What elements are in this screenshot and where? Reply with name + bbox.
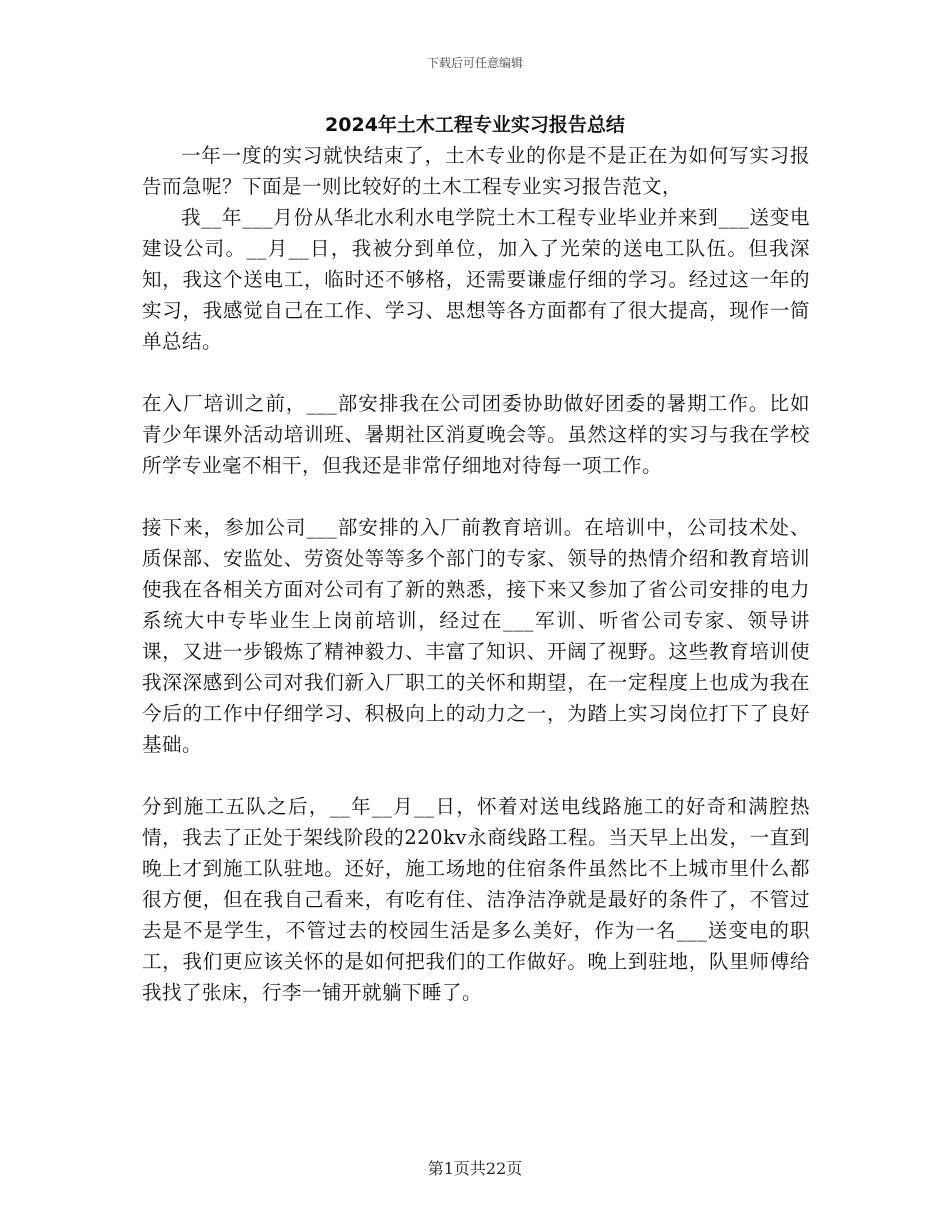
page-number: 第1页共22页 [427, 1159, 523, 1178]
paragraph-field-assignment: 分到施工五队之后，__年__月__日，怀着对送电线路施工的好奇和满腔热情，我去了正处于架线阶段的220kv永商线路工程。当天早上出发，一直到晚上才到施工队驻地。还好，施工场地的住宿条件虽然比不上城市里什么都很方便，但在我自己看来，有吃有住、洁净洁净就是最好的条件了，不管过去是不是学生，不管过去的校园生活是多么美好，作为一名___送变电的职工，我们更应该关怀的是如何把我们的工作做好。晚上到驻地，队里师傅给我找了张床，行李一铺开就躺下睡了。 [142, 795, 810, 1004]
document-body [142, 140, 810, 1008]
paragraph-pre-training: 在入厂培训之前，___部安排我在公司团委协助做好团委的暑期工作。比如青少年课外活动培训班、暑期社区消夏晚会等。虽然这样的实习与我在学校所学专业毫不相干，但我还是非常仔细地对待每一项工作。 [142, 392, 810, 477]
paragraph-background: 我__年___月份从华北水利水电学院土木工程专业毕业并来到___送变电建设公司。__月__日，我被分到单位，加入了光荣的送电工队伍。但我深知，我这个送电工，临时还不够格，还需要谦虚仔细的学习。经过这一年的实习，我感觉自己在工作、学习、思想等各方面都有了很大提高，现作一简单总结。 [142, 206, 810, 353]
page-header-note: 下载后可任意编辑 [426, 56, 523, 70]
paragraph-intro: 一年一度的实习就快结束了，土木专业的你是不是正在为如何写实习报告而急呢？下面是一则比较好的土木工程专业实习报告范文， [142, 144, 810, 198]
paragraph-training: 接下来，参加公司___部安排的入厂前教育培训。在培训中，公司技术处、质保部、安监处、劳资处等等多个部门的专家、领导的热情介绍和教育培训使我在各相关方面对公司有了新的熟悉，接下来又参加了省公司安排的电力系统大中专毕业生上岗前培训，经过在___军训、听省公司专家、领导讲课，又进一步锻炼了精神毅力、丰富了知识、开阔了视野。这些教育培训使我深深感到公司对我们新入厂职工的关怀和期望，在一定程度上也成为我在今后的工作中仔细学习、积极向上的动力之一，为踏上实习岗位打下了良好基础。 [142, 516, 810, 756]
document-title: 2024年土木工程专业实习报告总结 [325, 114, 625, 136]
